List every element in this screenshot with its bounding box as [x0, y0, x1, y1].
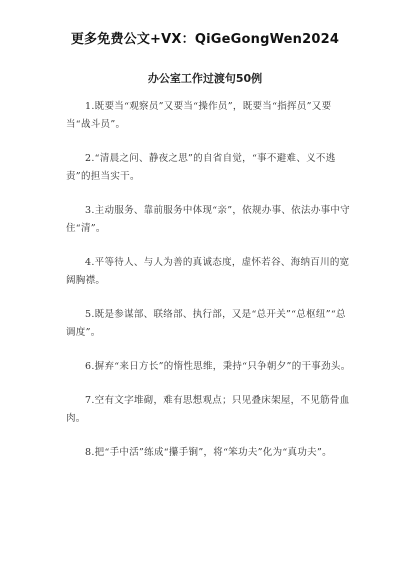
list-item: 6.摒弃“来日方长”的惰性思维，秉持“只争朝夕”的干事劲头。 [85, 361, 351, 372]
list-item: 8.把“手中活”练成“攥手锏”，将“笨功夫”化为“真功夫”。 [85, 447, 332, 458]
list-item: 4.平等待人、与人为善的真诚态度，虚怀若谷、海纳百川的宽阔胸襟。 [66, 257, 350, 286]
list-item: 1.既要当“观察员”又要当“操作员”，既要当“指挥员”又要当“战斗员”。 [66, 101, 332, 130]
transition-sentence-list [66, 98, 352, 478]
list-item: 7.空有文字堆砌，难有思想观点；只见叠床架屋，不见筋骨血肉。 [66, 395, 350, 424]
list-item: 5.既是参谋部、联络部、执行部，又是“总开关”“总枢纽”“总调度”。 [66, 309, 346, 338]
list-item: 3.主动服务、靠前服务中体现“亲”，依规办事、依法办事中守住“清”。 [66, 205, 350, 234]
list-item: 2.“清晨之问、静夜之思”的自省自觉，“事不避难、义不逃责”的担当实干。 [66, 153, 336, 182]
document-title: 办公室工作过渡句50例 [147, 72, 263, 85]
promo-header: 更多免费公文+VX：QiGeGongWen2024 [70, 32, 340, 47]
